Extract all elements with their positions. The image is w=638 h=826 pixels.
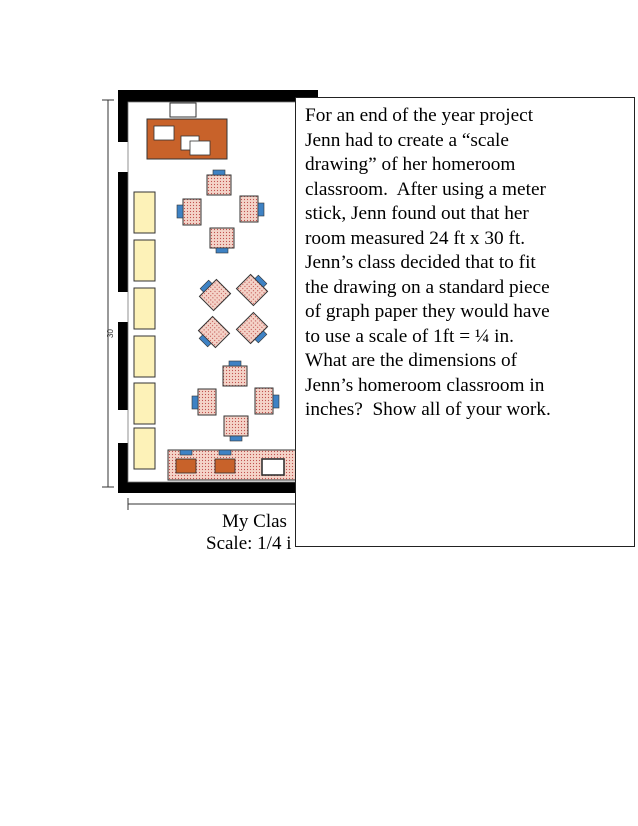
student-desk (210, 228, 234, 248)
bookshelf (134, 336, 155, 377)
computer-monitor (262, 459, 284, 475)
bookshelf (134, 192, 155, 233)
problem-line: Jenn had to create a “scale (305, 129, 509, 151)
problem-line: to use a scale of 1ft = ¼ in. (305, 325, 514, 347)
chair (229, 361, 241, 366)
problem-line: stick, Jenn found out that her (305, 203, 529, 224)
bookshelves (134, 192, 155, 469)
floor-plan-scale: Scale: 1/4 i (206, 533, 292, 554)
problem-line: of graph paper they would have (305, 301, 550, 322)
wall-left-upper (118, 90, 128, 142)
problem-text (305, 104, 626, 423)
bookshelf (134, 240, 155, 281)
chair (230, 436, 242, 441)
student-desk (199, 279, 230, 310)
wall-left-middle (118, 172, 128, 292)
wall-bottom (118, 482, 318, 493)
chair (192, 396, 198, 409)
desk-cluster-middle (195, 271, 271, 351)
problem-line: For an end of the year project (305, 105, 534, 126)
problem-line: What are the dimensions of (305, 350, 518, 371)
computer-monitor (176, 459, 196, 473)
student-desk (224, 416, 248, 436)
problem-line: inches? Show all of your work. (305, 399, 551, 420)
dimension-line-vertical (102, 100, 114, 487)
student-desk (207, 175, 231, 195)
chair (177, 205, 183, 218)
computer-desks (168, 450, 298, 480)
chair (213, 170, 225, 175)
chair (273, 395, 279, 408)
chair (180, 450, 192, 455)
bookshelf (134, 428, 155, 469)
door-mark (170, 103, 196, 117)
bookshelf (134, 288, 155, 329)
paper (190, 141, 210, 155)
student-desk (255, 388, 273, 414)
problem-line: the drawing on a standard piece (305, 276, 550, 298)
wall-top (118, 90, 318, 102)
dimension-label: 30 (106, 329, 115, 338)
problem-line: Jenn’s homeroom classroom in (305, 374, 545, 396)
wall-left-lower (118, 322, 128, 410)
chair (258, 203, 264, 216)
desk-cluster-top (177, 170, 264, 253)
chair (219, 450, 231, 455)
student-desk (236, 312, 267, 343)
student-desk (183, 199, 201, 225)
chair (216, 248, 228, 253)
problem-line: drawing” of her homeroom (305, 154, 516, 175)
problem-line: classroom. After using a meter (305, 178, 546, 200)
student-desk (198, 389, 216, 415)
paper (154, 126, 174, 140)
student-desk (240, 196, 258, 222)
problem-line: Jenn’s class decided that to fit (305, 252, 536, 273)
bookshelf (134, 383, 155, 424)
student-desk (223, 366, 247, 386)
problem-line: room measured 24 ft x 30 ft. (305, 227, 526, 249)
teacher-desk (147, 119, 227, 159)
student-desk (198, 316, 229, 347)
desk-cluster-bottom (192, 361, 279, 441)
floor-plan-title: My Clas (222, 511, 287, 532)
problem-text-box (295, 97, 635, 547)
computer-monitor (215, 459, 235, 473)
dimension-line-horizontal (128, 498, 300, 510)
student-desk (236, 274, 267, 305)
